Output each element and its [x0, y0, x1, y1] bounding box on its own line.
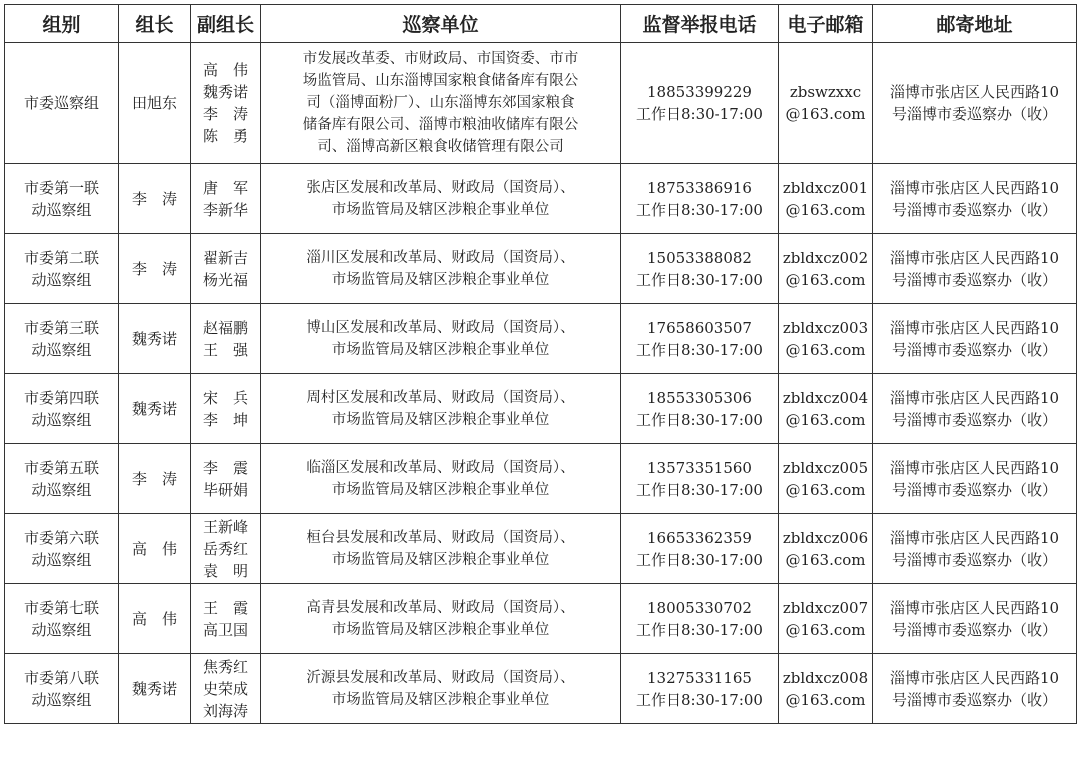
group-cell [5, 43, 119, 164]
header-leader: 组长 [119, 5, 191, 43]
group-line: 动巡察组 [31, 480, 92, 499]
mailing-address-cell [873, 514, 1077, 584]
email-line: zbldxcz007 [782, 598, 869, 617]
inspected-units-line: 市场监管局及辖区涉粮企事业单位 [331, 201, 550, 218]
group-line: 市委巡察组 [23, 94, 99, 112]
leader-cell [119, 234, 191, 304]
mailing-address-line: 淄博市张店区人民西路10 [889, 83, 1060, 101]
email-line: @163.com [785, 620, 866, 639]
report-phone-line: 18753386916 [647, 178, 752, 197]
report-phone-line: 17658603507 [647, 318, 752, 337]
inspected-units-line: 司（淄博面粉厂）、山东淄博东郊国家粮食 [306, 95, 575, 111]
report-phone-line: 工作日8:30-17:00 [636, 200, 763, 219]
group-line: 市委第五联 [23, 458, 99, 477]
deputy-leaders-line: 焦秀红 [202, 657, 248, 676]
header-email: 电子邮箱 [779, 5, 873, 43]
group-line: 市委第七联 [23, 598, 99, 617]
deputy-leaders-line: 李新华 [202, 200, 248, 219]
deputy-leaders-line: 魏秀诺 [202, 83, 248, 101]
email-line: @163.com [785, 550, 866, 569]
inspected-units-cell [261, 654, 621, 724]
mailing-address-line: 淄博市张店区人民西路10 [889, 458, 1060, 477]
group-line: 动巡察组 [31, 410, 92, 429]
report-phone-line: 18853399229 [647, 83, 752, 101]
deputy-leaders-line: 史荣成 [202, 679, 248, 698]
mailing-address-cell [873, 584, 1077, 654]
email-line: @163.com [785, 340, 866, 359]
table-row [5, 304, 1077, 374]
deputy-leaders-line: 袁 明 [202, 561, 248, 580]
leader-line: 高 伟 [131, 609, 177, 628]
deputy-leaders-line: 李 震 [202, 458, 248, 477]
mailing-address-line: 号淄博市委巡察办（收） [891, 690, 1057, 709]
mailing-address-line: 号淄博市委巡察办（收） [891, 480, 1057, 499]
leader-line: 魏秀诺 [131, 679, 177, 698]
deputy-leaders-line: 高 伟 [202, 61, 248, 79]
deputy-leaders-line: 刘海涛 [202, 701, 248, 720]
inspection-contact-table [4, 4, 1077, 724]
email-cell [779, 164, 873, 234]
mailing-address-line: 号淄博市委巡察办（收） [891, 270, 1057, 289]
group-cell [5, 584, 119, 654]
report-phone-line: 13275331165 [647, 668, 752, 687]
email-line: @163.com [785, 480, 866, 499]
report-phone-line: 工作日8:30-17:00 [636, 550, 763, 569]
email-line: zbldxcz001 [782, 178, 869, 197]
group-cell [5, 234, 119, 304]
mailing-address-line: 淄博市张店区人民西路10 [889, 178, 1060, 197]
deputy-leaders-cell [191, 444, 261, 514]
mailing-address-line: 淄博市张店区人民西路10 [889, 388, 1060, 407]
report-phone-cell [621, 444, 779, 514]
mailing-address-line: 淄博市张店区人民西路10 [889, 668, 1060, 687]
mailing-address-cell [873, 234, 1077, 304]
email-line: zbldxcz003 [782, 318, 869, 337]
deputy-leaders-line: 高卫国 [202, 620, 248, 639]
deputy-leaders-line: 毕研娟 [202, 480, 248, 499]
email-line: zbswzxxc [789, 83, 862, 101]
inspected-units-cell [261, 584, 621, 654]
mailing-address-cell [873, 654, 1077, 724]
leader-cell [119, 514, 191, 584]
leader-line: 魏秀诺 [131, 399, 177, 418]
report-phone-cell [621, 584, 779, 654]
inspected-units-cell [261, 374, 621, 444]
inspected-units-line: 市发展改革委、市财政局、市国资委、市市 [302, 51, 579, 67]
group-line: 市委第三联 [23, 318, 99, 337]
report-phone-line: 工作日8:30-17:00 [636, 690, 763, 709]
inspected-units-cell [261, 43, 621, 164]
mailing-address-cell [873, 43, 1077, 164]
header-group: 组别 [5, 5, 119, 43]
group-line: 市委第二联 [23, 248, 99, 267]
leader-line: 高 伟 [131, 539, 177, 558]
table-row [5, 514, 1077, 584]
table-row [5, 164, 1077, 234]
email-line: @163.com [785, 690, 866, 709]
group-line: 动巡察组 [31, 620, 92, 639]
inspected-units-cell [261, 164, 621, 234]
mailing-address-line: 淄博市张店区人民西路10 [889, 598, 1060, 617]
header-mailing-address: 邮寄地址 [873, 5, 1077, 43]
deputy-leaders-line: 赵福鹏 [202, 318, 248, 337]
table-row [5, 444, 1077, 514]
header-inspected-units: 巡察单位 [261, 5, 621, 43]
deputy-leaders-line: 王新峰 [202, 517, 248, 536]
table-row [5, 584, 1077, 654]
group-cell [5, 654, 119, 724]
report-phone-cell [621, 43, 779, 164]
report-phone-line: 工作日8:30-17:00 [636, 105, 763, 123]
inspected-units-line: 桓台县发展和改革局、财政局（国资局）、 [306, 529, 575, 546]
group-line: 市委第一联 [23, 178, 99, 197]
mailing-address-line: 号淄博市委巡察办（收） [891, 410, 1057, 429]
deputy-leaders-cell [191, 164, 261, 234]
deputy-leaders-cell [191, 584, 261, 654]
deputy-leaders-line: 唐 军 [202, 178, 248, 197]
email-line: @163.com [785, 200, 866, 219]
report-phone-cell [621, 374, 779, 444]
mailing-address-line: 号淄博市委巡察办（收） [891, 620, 1057, 639]
mailing-address-line: 淄博市张店区人民西路10 [889, 318, 1060, 337]
inspected-units-cell [261, 444, 621, 514]
deputy-leaders-cell [191, 374, 261, 444]
deputy-leaders-cell [191, 304, 261, 374]
report-phone-cell [621, 234, 779, 304]
group-cell [5, 304, 119, 374]
email-cell [779, 304, 873, 374]
leader-line: 李 涛 [131, 259, 177, 278]
deputy-leaders-line: 陈 勇 [202, 127, 248, 145]
leader-line: 李 涛 [131, 469, 177, 488]
inspected-units-line: 博山区发展和改革局、财政局（国资局）、 [306, 319, 575, 336]
mailing-address-line: 淄博市张店区人民西路10 [889, 248, 1060, 267]
inspected-units-line: 司、淄博高新区粮食收储管理有限公司 [317, 139, 564, 155]
inspected-units-cell [261, 234, 621, 304]
email-line: @163.com [785, 270, 866, 289]
deputy-leaders-line: 杨光福 [202, 270, 248, 289]
inspected-units-line: 张店区发展和改革局、财政局（国资局）、 [306, 179, 575, 196]
deputy-leaders-line: 王 霞 [202, 598, 248, 617]
email-line: zbldxcz006 [782, 528, 869, 547]
group-line: 动巡察组 [31, 200, 92, 219]
group-line: 动巡察组 [31, 270, 92, 289]
group-cell [5, 444, 119, 514]
leader-cell [119, 654, 191, 724]
group-cell [5, 374, 119, 444]
inspected-units-line: 储备库有限公司、淄博市粮油收储库有限公 [302, 117, 579, 133]
leader-cell [119, 164, 191, 234]
deputy-leaders-line: 李 坤 [202, 410, 248, 429]
report-phone-line: 18553305306 [647, 388, 752, 407]
inspected-units-line: 市场监管局及辖区涉粮企事业单位 [331, 341, 550, 358]
deputy-leaders-cell [191, 234, 261, 304]
inspected-units-line: 市场监管局及辖区涉粮企事业单位 [331, 621, 550, 638]
email-line: @163.com [785, 105, 866, 123]
inspected-units-line: 场监管局、山东淄博国家粮食储备库有限公 [302, 73, 579, 89]
deputy-leaders-line: 岳秀红 [202, 539, 248, 558]
header-deputy-leader: 副组长 [191, 5, 261, 43]
group-line: 市委第八联 [23, 668, 99, 687]
email-cell [779, 444, 873, 514]
email-line: zbldxcz005 [782, 458, 869, 477]
mailing-address-cell [873, 374, 1077, 444]
deputy-leaders-line: 李 涛 [202, 105, 248, 123]
report-phone-line: 18005330702 [647, 598, 752, 617]
inspected-units-cell [261, 304, 621, 374]
email-cell [779, 654, 873, 724]
mailing-address-line: 号淄博市委巡察办（收） [891, 340, 1057, 359]
mailing-address-line: 淄博市张店区人民西路10 [889, 528, 1060, 547]
email-line: zbldxcz002 [782, 248, 869, 267]
leader-cell [119, 444, 191, 514]
group-line: 市委第四联 [23, 388, 99, 407]
group-cell [5, 514, 119, 584]
report-phone-line: 13573351560 [647, 458, 752, 477]
deputy-leaders-cell [191, 514, 261, 584]
leader-cell [119, 584, 191, 654]
deputy-leaders-line: 翟新吉 [202, 248, 248, 267]
mailing-address-line: 号淄博市委巡察办（收） [891, 200, 1057, 219]
leader-line: 田旭东 [131, 94, 177, 112]
report-phone-line: 16653362359 [647, 528, 752, 547]
mailing-address-cell [873, 444, 1077, 514]
table-row [5, 654, 1077, 724]
group-line: 市委第六联 [23, 528, 99, 547]
inspected-units-cell [261, 514, 621, 584]
report-phone-cell [621, 514, 779, 584]
table-row [5, 374, 1077, 444]
report-phone-line: 工作日8:30-17:00 [636, 410, 763, 429]
report-phone-line: 工作日8:30-17:00 [636, 340, 763, 359]
inspected-units-line: 市场监管局及辖区涉粮企事业单位 [331, 691, 550, 708]
email-cell [779, 374, 873, 444]
group-line: 动巡察组 [31, 690, 92, 709]
inspected-units-line: 市场监管局及辖区涉粮企事业单位 [331, 411, 550, 428]
header-report-phone: 监督举报电话 [621, 5, 779, 43]
table-row [5, 43, 1077, 164]
mailing-address-line: 号淄博市委巡察办（收） [891, 550, 1057, 569]
mailing-address-line: 号淄博市委巡察办（收） [891, 105, 1057, 123]
leader-line: 李 涛 [131, 189, 177, 208]
email-line: zbldxcz004 [782, 388, 869, 407]
inspected-units-line: 市场监管局及辖区涉粮企事业单位 [331, 551, 550, 568]
email-cell [779, 234, 873, 304]
deputy-leaders-line: 宋 兵 [202, 388, 248, 407]
report-phone-cell [621, 164, 779, 234]
email-cell [779, 514, 873, 584]
deputy-leaders-cell [191, 654, 261, 724]
leader-cell [119, 304, 191, 374]
group-cell [5, 164, 119, 234]
leader-cell [119, 374, 191, 444]
inspected-units-line: 淄川区发展和改革局、财政局（国资局）、 [306, 249, 575, 266]
report-phone-cell [621, 304, 779, 374]
email-cell [779, 43, 873, 164]
header-row [5, 5, 1077, 43]
report-phone-line: 工作日8:30-17:00 [636, 480, 763, 499]
inspected-units-line: 沂源县发展和改革局、财政局（国资局）、 [306, 669, 575, 686]
inspected-units-line: 市场监管局及辖区涉粮企事业单位 [331, 481, 550, 498]
inspected-units-line: 临淄区发展和改革局、财政局（国资局）、 [306, 459, 575, 476]
table-row [5, 234, 1077, 304]
leader-line: 魏秀诺 [131, 329, 177, 348]
report-phone-cell [621, 654, 779, 724]
inspected-units-line: 市场监管局及辖区涉粮企事业单位 [331, 271, 550, 288]
report-phone-line: 15053388082 [647, 248, 752, 267]
leader-cell [119, 43, 191, 164]
group-line: 动巡察组 [31, 550, 92, 569]
report-phone-line: 工作日8:30-17:00 [636, 270, 763, 289]
deputy-leaders-line: 王 强 [202, 340, 248, 359]
group-line: 动巡察组 [31, 340, 92, 359]
email-line: zbldxcz008 [782, 668, 869, 687]
inspected-units-line: 周村区发展和改革局、财政局（国资局）、 [306, 389, 575, 406]
report-phone-line: 工作日8:30-17:00 [636, 620, 763, 639]
inspected-units-line: 高青县发展和改革局、财政局（国资局）、 [306, 599, 575, 616]
mailing-address-cell [873, 164, 1077, 234]
mailing-address-cell [873, 304, 1077, 374]
email-line: @163.com [785, 410, 866, 429]
email-cell [779, 584, 873, 654]
deputy-leaders-cell [191, 43, 261, 164]
